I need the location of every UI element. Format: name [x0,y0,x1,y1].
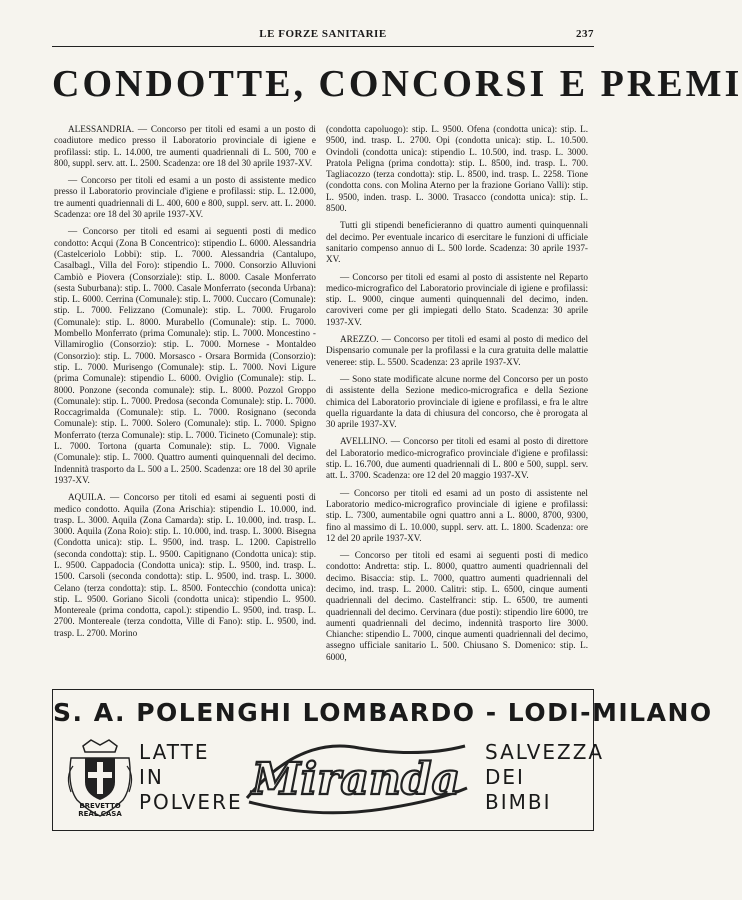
header-rule [52,46,594,47]
ad-left-line: IN [139,765,164,789]
notice-paragraph: AREZZO. — Concorso per titoli ed esami al posto di medico del Dispensario comunale per la profilassi e la cura gratuita delle malattie veneree: stip. L. 5500. Scadenza: 23 aprile 1937-XV. [326,334,588,367]
ad-company-name: S. A. POLENGHI LOMBARDO - LODI-MILANO [53,698,713,727]
page-number: 237 [576,28,594,40]
left-column [54,124,316,645]
ad-right-line: BIMBI [485,790,552,814]
crest-caption: BREVETTO REAL CASA [78,802,122,818]
ad-right-line: SALVEZZA [485,740,605,764]
advertisement-box [52,689,713,831]
notice-paragraph: ALESSANDRIA. — Concorso per titoli ed esami a un posto di coadiutore medico presso il Laboratorio provinciale di igiene e profilassi: stip. L. 14.000, tre aumenti quadriennali di L. 500, 700 e 800, suppl. serv. att. L. 2500. Scadenza: ore 18 del 30 aprile 1937-XV. [54,124,316,168]
notice-paragraph: AVELLINO. — Concorso per titoli ed esami al posto di direttore del Laboratorio medico-micrografico provinciale d'igiene e profilassi: stip. L. 16.700, due aumenti quadriennali di L. 800 e 500, suppl. serv. att. L. 3700. Scadenza: ore 12 del 20 maggio 1937-XV. [326,436,588,481]
journal-title: LE FORZE SANITARIE [259,28,387,40]
notice-paragraph: — Concorso per titoli ed esami ad un posto di assistente nel Laboratorio medico-micrografico provinciale di igiene e profilassi: stip. L. 7300, aumentabile ogni quattro anni a L. 8000, 8700, 9300, fino al massimo di L. 10.000, suppl. serv. att. L. 1800. Scadenza: ore 12 del 20 aprile 1937-XV. [326,487,588,543]
section-title: CONDOTTE, CONCORSI E PREMI [52,63,742,105]
right-column [326,124,588,669]
notice-paragraph: — Concorso per titoli ed esami al posto di assistente nel Reparto medico-micrografico del Laboratorio provinciale di igiene e profilassi: stip. L. 9000, cinque aumenti quinquennali del decimo, inden. caroviveri come per gli impiegati dello Stato. Scadenza: 30 aprile 1937-XV. [326,271,588,327]
miranda-logo [239,728,473,824]
notice-paragraph: Tutti gli stipendi beneficieranno di quattro aumenti quinquennali del decimo. Per eventuale incarico di esercitare le funzioni di ufficiale sanitario compenso annuo di L. 500 lorde. Scadenza: 30 aprile 1937-XV. [326,220,588,265]
ad-left-line: LATTE [139,740,210,764]
notice-paragraph: — Concorso per titoli ed esami ai seguenti posti di medico condotto: Acqui (Zona B Concentrico): stipendio L. 6000. Alessandria (Castelceriolo Lobbi): stip. L. 7000. Alessandria (Cantalupo, Casalbagl., Villa del Foro): stipendio L. 7000. Consorzio Alluvioni Cambiò e Piovera (Consorziale): stip. L. 8000. Casale Monferrato (sesta Suburbana): stip. L. 7000. Casale Monferrato (seconda Urbana): stip. L. 6000. Cerrina (Comunale): stip. L. 7000. Cuccaro (Comunale): stip. L. 7000. Felizzano (Comunale): stip. L. 7000. Frugarolo (Comunale): stip. L. 8000. Murabello (Comunale): stip. L. 7000. Mombello Monferrato (prima Comunale): stip. L. 7000. Moncestino - Villamiroglio (Consorzio): stip. L. 7000. Mornese - Montaldeo (Consorzio): stip. L. 7000. Morsasco - Orsara Bormida (Consorzio): stip. L. 7000. Murisengo (Comunale): stip. L. 7000. Novi Ligure (prima Comunale): stipendio L. 6000. Oviglio (Comunale): stip. L. 8000. Ponzone (seconda comunale): stip. L. 8000. Pozzol Groppo (Comunale): stip. L. 7000. Predosa (seconda Comunale): stip. L. 7000. Roccagrimalda (Comunale): stip. L. 7000. Rosignano (seconda Comunale): stip. L. 7000. Solero (Comunale): stip. L. 7000. Spigno Monferrato (terza Comunale): stip. L. 7000. Ticineto (Comunale): stip. L. 7000. Tortona (quarta Comunale): stip. L. 7000. Vignale (Comunale): stip. L. 7000. Quattro aumenti quinquennali del decimo. Indennità trasporto da L. 500 a L. 2500. Scadenza: ore 18 del 30 aprile 1937-XV. [54,226,316,485]
ad-right-text [485,740,605,815]
running-header [52,28,594,44]
notice-paragraph: — Sono state modificate alcune norme del Concorso per un posto di assistente della Sezione medico-micrografica e della Sezione chimica del Laboratorio provinciale di igiene e profilassi, e fra le altre quella riguardante la data di chiusura del concorso, che è prorogata al 30 aprile 1937-XV. [326,373,588,430]
notice-paragraph: AQUILA. — Concorso per titoli ed esami ai seguenti posti di medico condotto. Aquila (Zona Arischia): stipendio L. 10.000, ind. trasp. L. 3000. Aquila (Zona Camarda): stip. L. 10.000, ind. trasp. L. 3000. Aquila (Zona Roio): stip. L. 10.000, ind. trasp. L. 3000. Bisegna (Condotta unica): stip. L. 9500, ind. trasp. L. 1200. Capistrello (seconda condotta): stip. L. 9500. Capitignano (Condotta unica): stip. L. 9500. Cappadocia (Condotta unica): stip. L. 9500, ind. trasp. L. 1500. Carsoli (seconda condotta): stip. L. 9500, ind. trasp. L. 3000. Celano (terza condotta): stip. L. 8500. Fontecchio (condotta unica): stip. L. 9500. Goriano Sicoli (condotta unica): stipendio L. 9500. Montereale (prima condotta, capol.): stipendio L. 9500, ind. trasp. L. 2700. Montereale (terza condotta, Ville di Fano): stip. L. 9500, ind. trasp. L. 2700. Morino [54,492,316,638]
ad-left-line: POLVERE [139,790,243,814]
brand-name: Miranda [251,754,461,805]
notice-paragraph: (condotta capoluogo): stip. L. 9500. Ofena (condotta unica): stip. L. 9500, ind. trasp. L. 2700. Opi (condotta unica): stip. L. 10.500. Ovindoli (condotta unica): stipendio L. 10.500, ind. trasp. L. 3000. Pratola Peligna (prima condotta): stip. L. 8500, ind. trasp. L. 700. Tagliacozzo (terza condotta): stip. L. 8500, ind. trasp. L. 2258. Tione (condotta cons. con Molina Aterno per la frazione Goriano Valli): stip. L. 9500, inden. trasp. L. 3000. Trasacco (condotta unica): stip. L. 8500. [326,124,588,214]
notice-paragraph: — Concorso per titoli ed esami ai seguenti posti di medico condotto: Andretta: stip. L. 8000, quattro aumenti quadriennali del decimo. Bisaccia: stip. L. 7000, quattro aumenti quadriennali del decimo, ind. trasp. L. 2000. Calitri: stip. L. 6500, cinque aumenti quadriennali del decimo. Castelfranci: stip. L. 6500, tre aumenti quadriennali del decimo. Cervinara (due posti): stipendio lire 6000, tre aumenti quadriennali del decimo, indennità trasporto lire 3000. Chianche: stipendio L. 7000, cinque aumenti quadriennali del decimo, assegno ufficiale sanitario L. 500. Chiusano S. Domenico: stip. L. 6000, [326,550,588,662]
notice-paragraph: — Concorso per titoli ed esami a un posto di assistente medico presso il Laboratorio provinciale d'igiene e profilassi: stip. L. 12.000, tre aumenti quadriennali di L. 400, 600 e 800, suppl. serv. att. L. 2000. Scadenza: ore 18 del 30 aprile 1937-XV. [54,175,316,220]
ad-right-line: DEI [485,765,525,789]
